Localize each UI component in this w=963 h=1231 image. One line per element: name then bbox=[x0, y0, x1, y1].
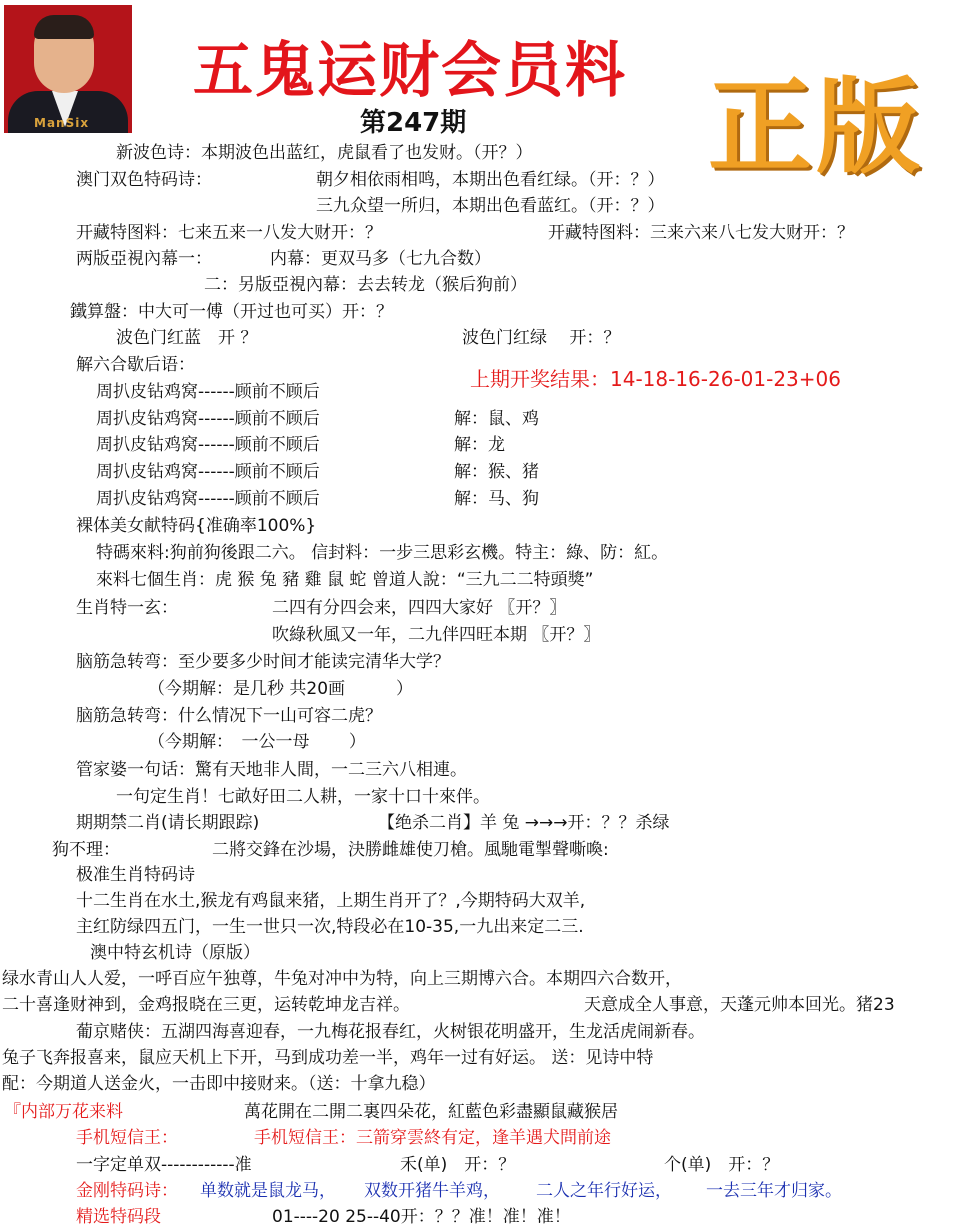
main-title: 五鬼运财会员料 bbox=[193, 36, 627, 106]
taoist-gift: 配：今期道人送金火，一击即中接财来。（送：十拿九稳） bbox=[2, 1074, 436, 1094]
atv-inside-1: 内幕：更双马多（七九合数） bbox=[270, 249, 491, 269]
zodiac-mystery-line1: 二四有分四会来，四四大家好 〖开？〗 bbox=[272, 598, 567, 618]
iron-abacus: 鐵算盤：中大可一傅（开过也可买）开：？ bbox=[70, 302, 393, 322]
atv-inside-2: 二：另版亞視內幕：去去转龙（猴后狗前） bbox=[204, 275, 527, 295]
macau-mystery-line2a: 二十喜逢财神到，金鸡报晓在三更，运转乾坤龙吉祥。 bbox=[2, 995, 410, 1015]
accurate-zodiac-line1: 十二生肖在水土,猴龙有鸡鼠来猪，上期生肖开了？,今期特码大双羊, bbox=[76, 891, 586, 911]
idiom-line: 周扒皮钻鸡窝------顾前不顾后 bbox=[96, 382, 320, 402]
zodiac-mystery-line2: 吹綠秋風又一年，二九伴四旺本期 〖开？〗 bbox=[272, 625, 601, 645]
idiom-line: 周扒皮钻鸡窝------顾前不顾后 bbox=[96, 489, 320, 509]
diamond-code-even: 双数开猪牛羊鸡， bbox=[364, 1181, 500, 1201]
special-picture-right: 开藏特图料：三来六来八七发大财开：？ bbox=[548, 223, 854, 243]
wave-door-red-blue: 波色门红蓝 开 ？ bbox=[116, 328, 258, 348]
accurate-zodiac-line2: 主红防绿四五门，一生一世只一次,特段必在10-35,一九出来定二三. bbox=[76, 917, 584, 937]
special-code-accuracy: 裸体美女献特码{准确率100%} bbox=[76, 516, 317, 536]
banned-zodiac-label: 期期禁二肖(请长期跟踪) bbox=[76, 813, 260, 833]
diamond-code-label: 金刚特码诗： bbox=[76, 1181, 178, 1201]
seven-zodiac-source: 來料七個生肖：虎 猴 兔 豬 雞 鼠 蛇 曾道人說：“三九二二特頭獎” bbox=[96, 570, 594, 590]
dog-ignore-poem: 二將交鋒在沙場，決勝雌雄使刀槍。風馳電掣聲嘶喚: bbox=[212, 840, 609, 860]
brain-teaser-2-answer: （今期解： 一公一母 ） bbox=[148, 732, 366, 752]
sms-king-label: 手机短信王： bbox=[76, 1128, 178, 1148]
idiom-line: 周扒皮钻鸡窝------顾前不顾后 bbox=[96, 462, 320, 482]
idiom-answer: 解：鼠、鸡 bbox=[454, 409, 539, 429]
brain-teaser-1: 脑筋急转弯：至少要多少时间才能读完清华大学？ bbox=[76, 652, 450, 672]
one-line-zodiac: 一句定生肖！七畝好田二人耕，一家十口十來伴。 bbox=[116, 787, 490, 807]
rabbit-poem: 兔子飞奔报喜来，鼠应天机上下开，马到成功差一半，鸡年一过有好运。 送：见诗中特 bbox=[2, 1048, 654, 1068]
housekeeper-quote: 管家婆一句话：驚有天地非人間，一二三六八相連。 bbox=[76, 760, 467, 780]
genuine-stamp: 正版 bbox=[708, 65, 925, 188]
idiom-line: 周扒皮钻鸡窝------顾前不顾后 bbox=[96, 409, 320, 429]
sms-king-text: 手机短信王：三箭穿雲終有定，逢羊遇犬問前途 bbox=[254, 1128, 611, 1148]
banned-zodiac-picks: 【绝杀二肖】羊 兔 →→→开：？？杀绿 bbox=[378, 813, 670, 833]
idiom-line: 周扒皮钻鸡窝------顾前不顾后 bbox=[96, 435, 320, 455]
brain-teaser-1-answer: （今期解：是几秒 共20画 ） bbox=[148, 679, 414, 699]
accurate-zodiac-heading: 极准生肖特码诗 bbox=[76, 865, 195, 885]
macau-two-color-line1: 朝夕相依雨相鸣，本期出色看红绿。（开：？） bbox=[316, 170, 665, 190]
diamond-code-odd: 单数就是鼠龙马， bbox=[200, 1181, 336, 1201]
inside-flower-text: 萬花開在二開二裏四朵花，紅藍色彩盡顯鼠藏猴居 bbox=[244, 1102, 618, 1122]
macau-two-color-label: 澳门双色特码诗： bbox=[76, 170, 212, 190]
macau-mystery-heading: 澳中特玄机诗（原版） bbox=[90, 943, 260, 963]
odd-even-pick-2: 个(单) 开：？ bbox=[664, 1155, 780, 1175]
idiom-answer: 解：猴、猪 bbox=[454, 462, 539, 482]
selected-code-range-label: 精选特码段 bbox=[76, 1207, 161, 1227]
macau-mystery-line2b: 天意成全人事意，天蓬元帅本回光。猪23 bbox=[584, 995, 895, 1015]
atv-inside-label: 两版亞視內幕一： bbox=[76, 249, 212, 269]
riddle-heading: 解六合歇后语： bbox=[76, 355, 195, 375]
brain-teaser-2: 脑筋急转弯：什么情况下一山可容二虎？ bbox=[76, 706, 382, 726]
portrait-hair bbox=[34, 15, 94, 39]
special-code-source: 特碼來料:狗前狗後跟二六。 信封料：一步三思彩玄機。特主：綠、防：紅。 bbox=[96, 543, 669, 563]
wave-color-poem: 新波色诗：本期波色出蓝红，虎鼠看了也发财。（开？） bbox=[116, 143, 533, 163]
issue-number: 第247期 bbox=[360, 108, 467, 138]
photo-watermark: ManSix bbox=[34, 116, 90, 130]
diamond-code-return: 一去三年才归家。 bbox=[706, 1181, 842, 1201]
idiom-answer: 解：马、狗 bbox=[454, 489, 539, 509]
special-picture-left: 开藏特图料：七来五来一八发大财开：？ bbox=[76, 223, 382, 243]
inside-flower-label: 『内部万花来料 bbox=[4, 1102, 123, 1122]
portrait-photo bbox=[4, 5, 132, 133]
lisboa-gambler: 葡京赌侠：五湖四海喜迎春，一九梅花报春红，火树银花明盛开，生龙活虎闹新春。 bbox=[76, 1022, 705, 1042]
odd-even-label: 一字定单双------------准 bbox=[76, 1155, 252, 1175]
dog-ignore-label: 狗不理： bbox=[52, 840, 120, 860]
macau-mystery-line1: 绿水青山人人爱，一呼百应午独尊，牛兔对冲中为特，向上三期博六合。本期四六合数开， bbox=[2, 969, 682, 989]
zodiac-mystery-label: 生肖特一玄： bbox=[76, 598, 178, 618]
idiom-answer: 解：龙 bbox=[454, 435, 505, 455]
wave-door-red-green: 波色门红绿 开：？ bbox=[462, 328, 621, 348]
last-draw-result: 上期开奖结果：14-18-16-26-01-23+06 bbox=[470, 367, 841, 391]
selected-code-range: 01----20 25--40开：？？准！准！准！ bbox=[272, 1207, 571, 1227]
odd-even-pick-1: 禾(单) 开：？ bbox=[400, 1155, 516, 1175]
diamond-code-year: 二人之年行好运， bbox=[536, 1181, 672, 1201]
macau-two-color-line2: 三九众望一所归，本期出色看蓝红。（开：？） bbox=[316, 196, 665, 216]
